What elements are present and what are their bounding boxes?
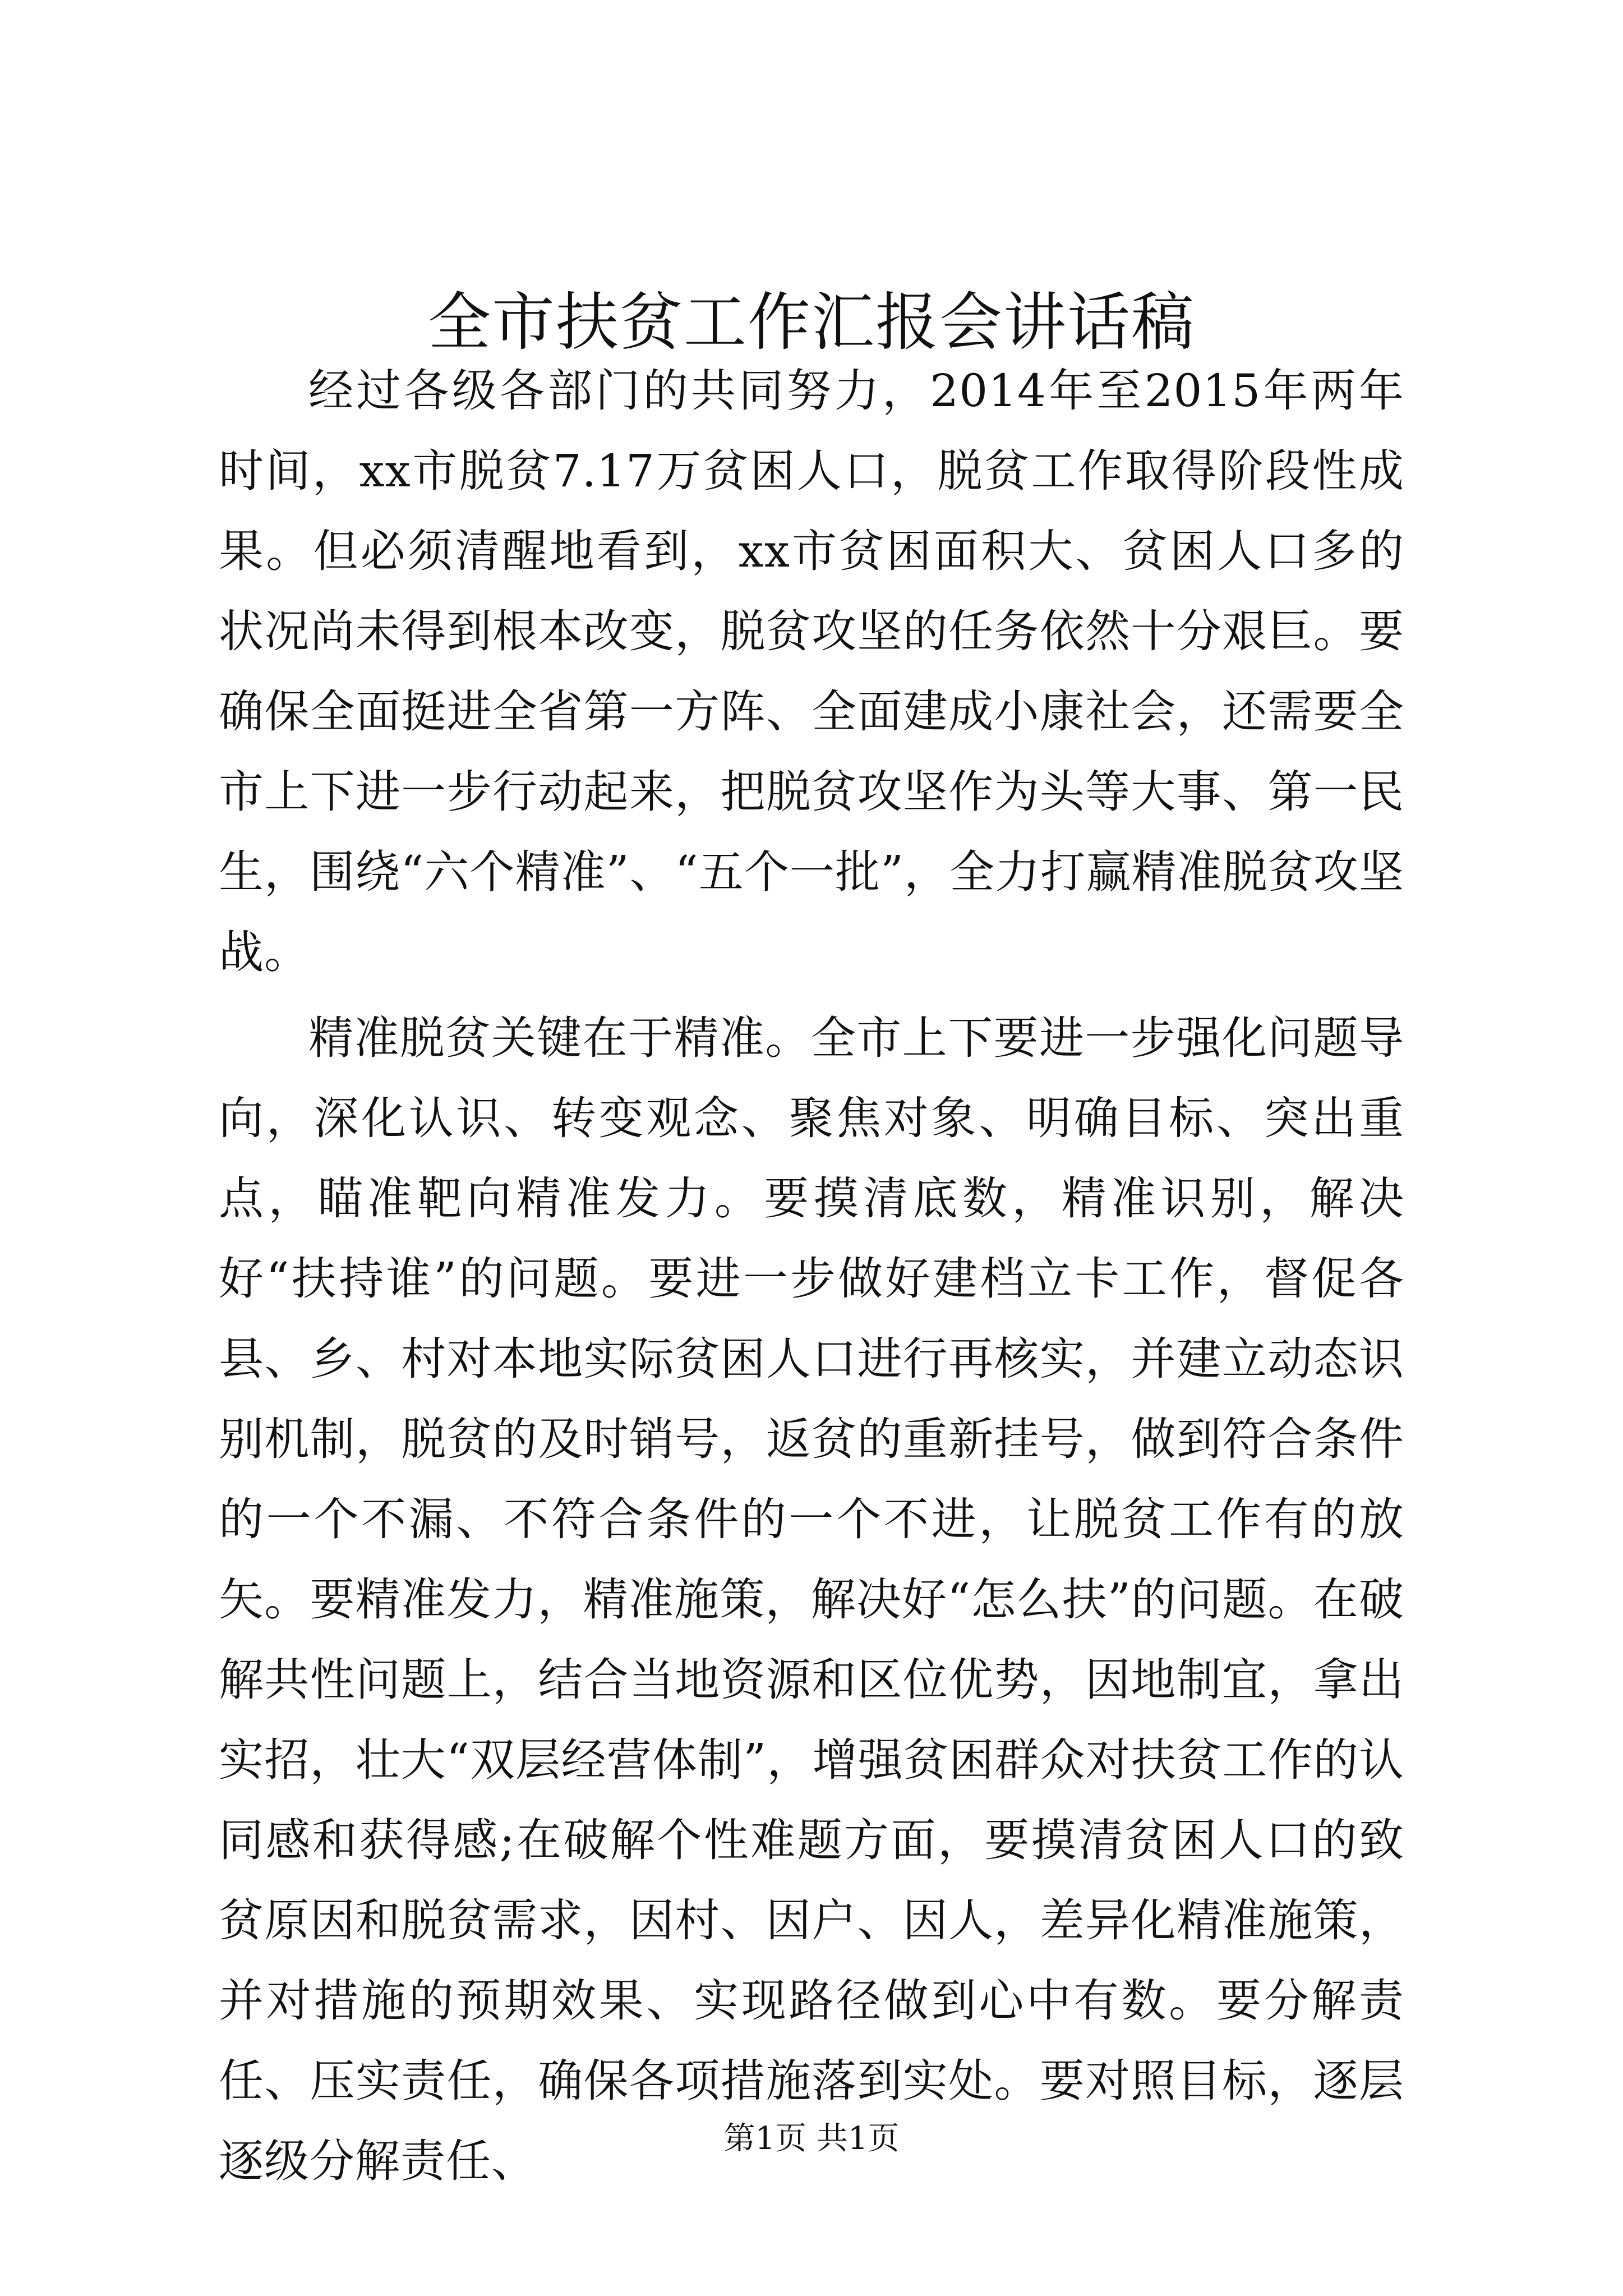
document-title: 全市扶贫工作汇报会讲话稿	[428, 286, 1195, 359]
document-body	[219, 351, 1404, 2201]
paragraph-2: 精准脱贫关键在于精准。全市上下要进一步强化问题导向，深化认识、转变观念、聚焦对象、明确目标、突出重点，瞄准靶向精准发力。要摸清底数，精准识别，解决好“扶持谁”的问题。要进一步做好建档立卡工作，督促各县、乡、村对本地实际贫困人口进行再核实，并建立动态识别机制，脱贫的及时销号，返贫的重新挂号，做到符合条件的一个不漏、不符合条件的一个不进，让脱贫工作有的放矢。要精准发力，精准施策，解决好“怎么扶”的问题。在破解共性问题上，结合当地资源和区位优势，因地制宜，拿出实招，壮大“双层经营体制”，增强贫困群众对扶贫工作的认同感和获得感;在破解个性难题方面，要摸清贫困人口的致贫原因和脱贫需求，因村、因户、因人，差异化精准施策，并对措施的预期效果、实现路径做到心中有数。要分解责任、压实责任，确保各项措施落到实处。要对照目标，逐层逐级分解责任、	[219, 1012, 1404, 2187]
page-footer: 第1页 共1页	[723, 2120, 900, 2157]
paragraph-1: 经过各级各部门的共同努力，2014年至2015年两年时间，xx市脱贫7.17万贫困人口，脱贫工作取得阶段性成果。但必须清醒地看到，xx市贫困面积大、贫困人口多的状况尚未得到根本改变，脱贫攻坚的任务依然十分艰巨。要确保全面挺进全省第一方阵、全面建成小康社会，还需要全市上下进一步行动起来，把脱贫攻坚作为头等大事、第一民生，围绕“六个精准”、“五个一批”，全力打赢精准脱贫攻坚战。	[219, 365, 1404, 978]
